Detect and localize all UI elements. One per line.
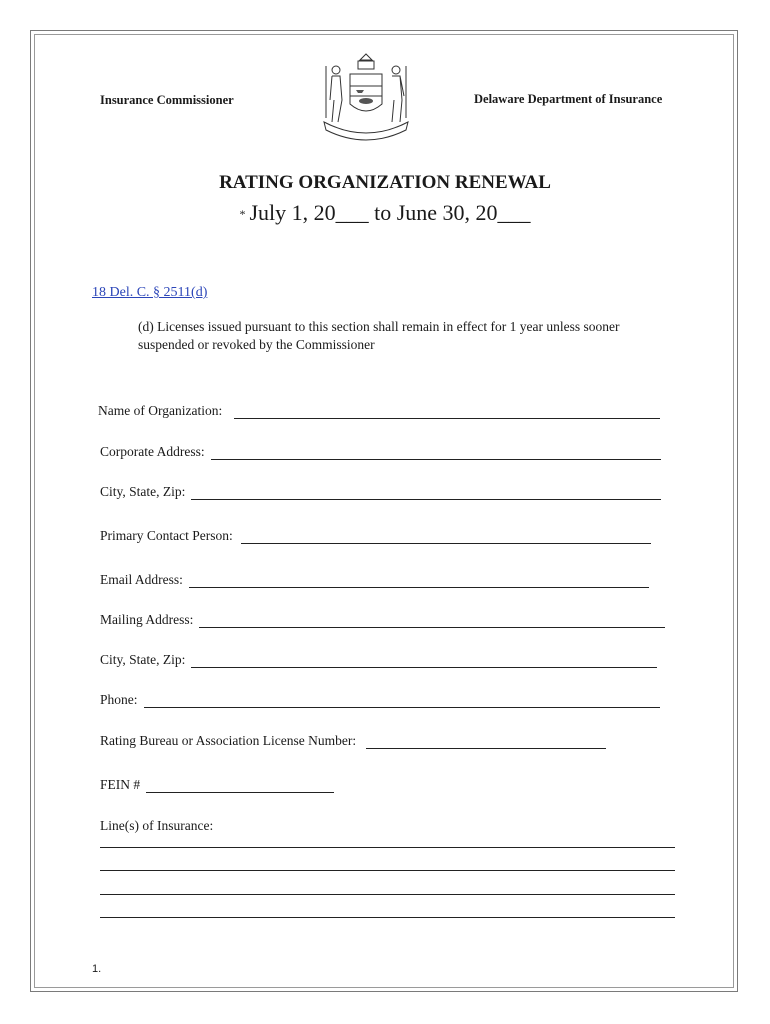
asterisk-marker: * — [239, 207, 246, 222]
statute-citation-link[interactable]: 18 Del. C. § 2511(d) — [92, 285, 208, 300]
primary-contact-label: Primary Contact Person: — [100, 528, 233, 543]
city-state-zip-field-2 — [100, 652, 657, 668]
mailing-address-input[interactable] — [199, 613, 665, 628]
lines-of-insurance-input-2[interactable] — [100, 870, 675, 871]
phone-input[interactable] — [144, 693, 660, 708]
city-state-zip-label-1: City, State, Zip: — [100, 484, 186, 499]
corporate-address-field — [100, 444, 661, 460]
fein-input[interactable] — [146, 778, 334, 793]
mailing-address-label: Mailing Address: — [100, 612, 194, 627]
license-number-label: Rating Bureau or Association License Number: — [100, 733, 357, 748]
renewal-period — [0, 200, 770, 226]
city-state-zip-label-2: City, State, Zip: — [100, 652, 186, 667]
lines-of-insurance-label: Line(s) of Insurance: — [100, 818, 214, 833]
header-left: Insurance Commissioner — [100, 93, 234, 107]
fein-label: FEIN # — [100, 777, 141, 792]
phone-label: Phone: — [100, 692, 138, 707]
email-address-label: Email Address: — [100, 572, 183, 587]
city-state-zip-input-1[interactable] — [191, 485, 661, 500]
page-number: 1. — [92, 963, 102, 975]
email-address-field — [100, 572, 649, 588]
renewal-period-text: July 1, 20___ to June 30, 20___ — [249, 200, 531, 225]
lines-of-insurance-input-4[interactable] — [100, 917, 675, 918]
lines-of-insurance-field — [100, 818, 213, 834]
license-number-input[interactable] — [366, 734, 606, 749]
lines-of-insurance-input-1[interactable] — [100, 847, 675, 848]
delaware-seal-icon — [320, 52, 412, 142]
phone-field — [100, 692, 660, 708]
corporate-address-input[interactable] — [211, 445, 661, 460]
email-address-input[interactable] — [189, 573, 649, 588]
document-title: RATING ORGANIZATION RENEWAL — [219, 172, 551, 193]
name-of-organization-label: Name of Organization: — [98, 403, 223, 418]
header-right: Delaware Department of Insurance — [474, 92, 663, 106]
statute-paragraph: (d) Licenses issued pursuant to this section shall remain in effect for 1 year unless sooner suspended or revoked by the Commissioner — [138, 319, 620, 352]
mailing-address-field — [100, 612, 665, 628]
name-of-organization-field — [98, 403, 660, 419]
name-of-organization-input[interactable] — [234, 404, 660, 419]
city-state-zip-field-1 — [100, 484, 661, 500]
fein-field — [100, 777, 334, 793]
city-state-zip-input-2[interactable] — [191, 653, 657, 668]
primary-contact-input[interactable] — [241, 529, 651, 544]
primary-contact-field — [100, 528, 651, 544]
license-number-field — [100, 733, 606, 749]
corporate-address-label: Corporate Address: — [100, 444, 205, 459]
lines-of-insurance-input-3[interactable] — [100, 894, 675, 895]
